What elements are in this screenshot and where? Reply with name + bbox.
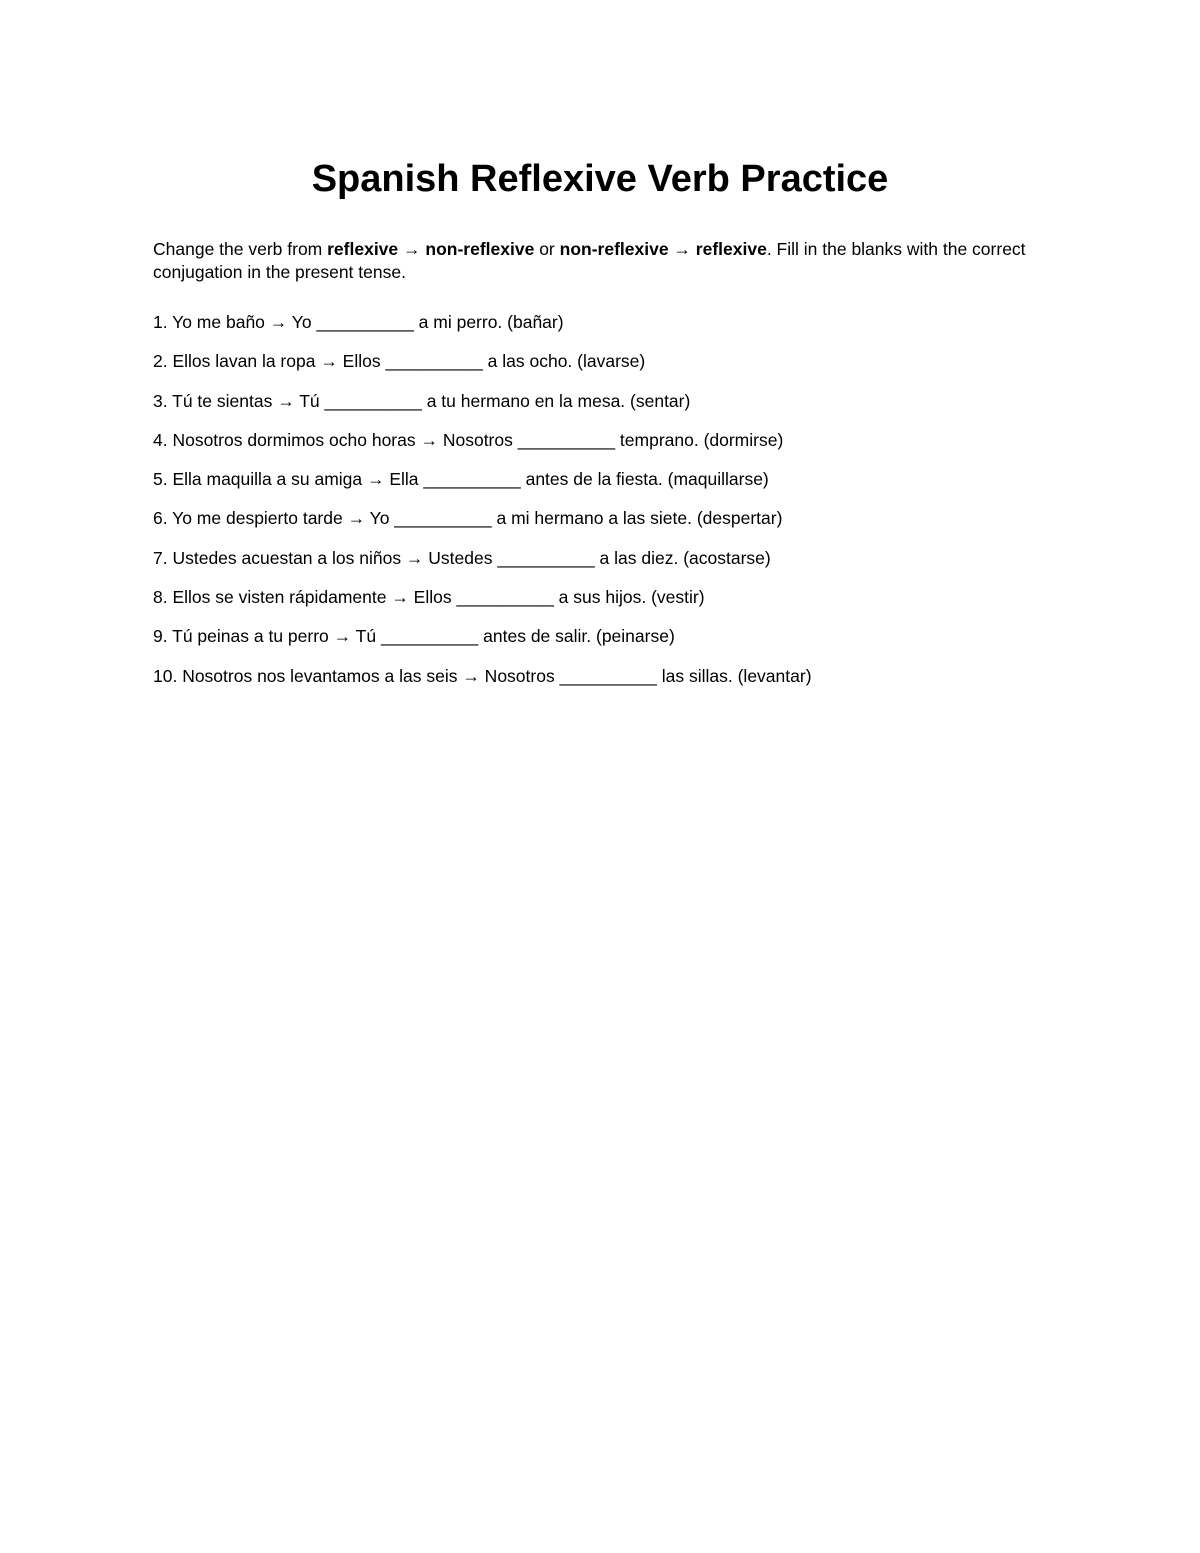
instructions-bold-term: non-reflexive [425,239,535,259]
page-title: Spanish Reflexive Verb Practice [311,158,889,200]
exercise-list [153,311,1053,704]
instructions-text: . Fill in the blanks with the correct conjugation in the present tense. [153,239,1026,282]
exercise-item: 1. Yo me baño → Yo __________ a mi perro. (bañar) [153,312,564,332]
exercise-item: 3. Tú te sientas → Tú __________ a tu hermano en la mesa. (sentar) [153,390,691,411]
exercise-item: 5. Ella maquilla a su amiga → Ella __________ antes de la fiesta. (maquillarse) [153,469,769,490]
exercise-item: 10. Nosotros nos levantamos a las seis → Nosotros __________ las sillas. (levantar) [153,665,812,686]
instructions-text: → [398,239,426,259]
instructions-bold-term: reflexive [695,239,767,259]
exercise-item: 9. Tú peinas a tu perro → Tú __________ antes de salir. (peinarse) [153,626,675,647]
instructions-bold-term: non-reflexive [559,239,669,259]
exercise-item: 2. Ellos lavan la ropa → Ellos __________ a las ocho. (lavarse) [153,351,646,372]
exercise-item: 7. Ustedes acuestan a los niños → Ustedes __________ a las diez. (acostarse) [153,547,771,568]
exercise-item: 4. Nosotros dormimos ocho horas → Nosotros __________ temprano. (dormirse) [153,429,784,450]
instructions-text: or [534,239,560,259]
exercise-item: 8. Ellos se visten rápidamente → Ellos __________ a sus hijos. (vestir) [153,587,705,608]
instructions-text: Change the verb from [153,239,328,259]
exercise-item: 6. Yo me despierto tarde → Yo __________ a mi hermano a las siete. (despertar) [153,508,783,529]
instructions [153,238,1053,284]
instructions-text: → [668,239,696,259]
instructions-bold-term: reflexive [327,239,399,259]
